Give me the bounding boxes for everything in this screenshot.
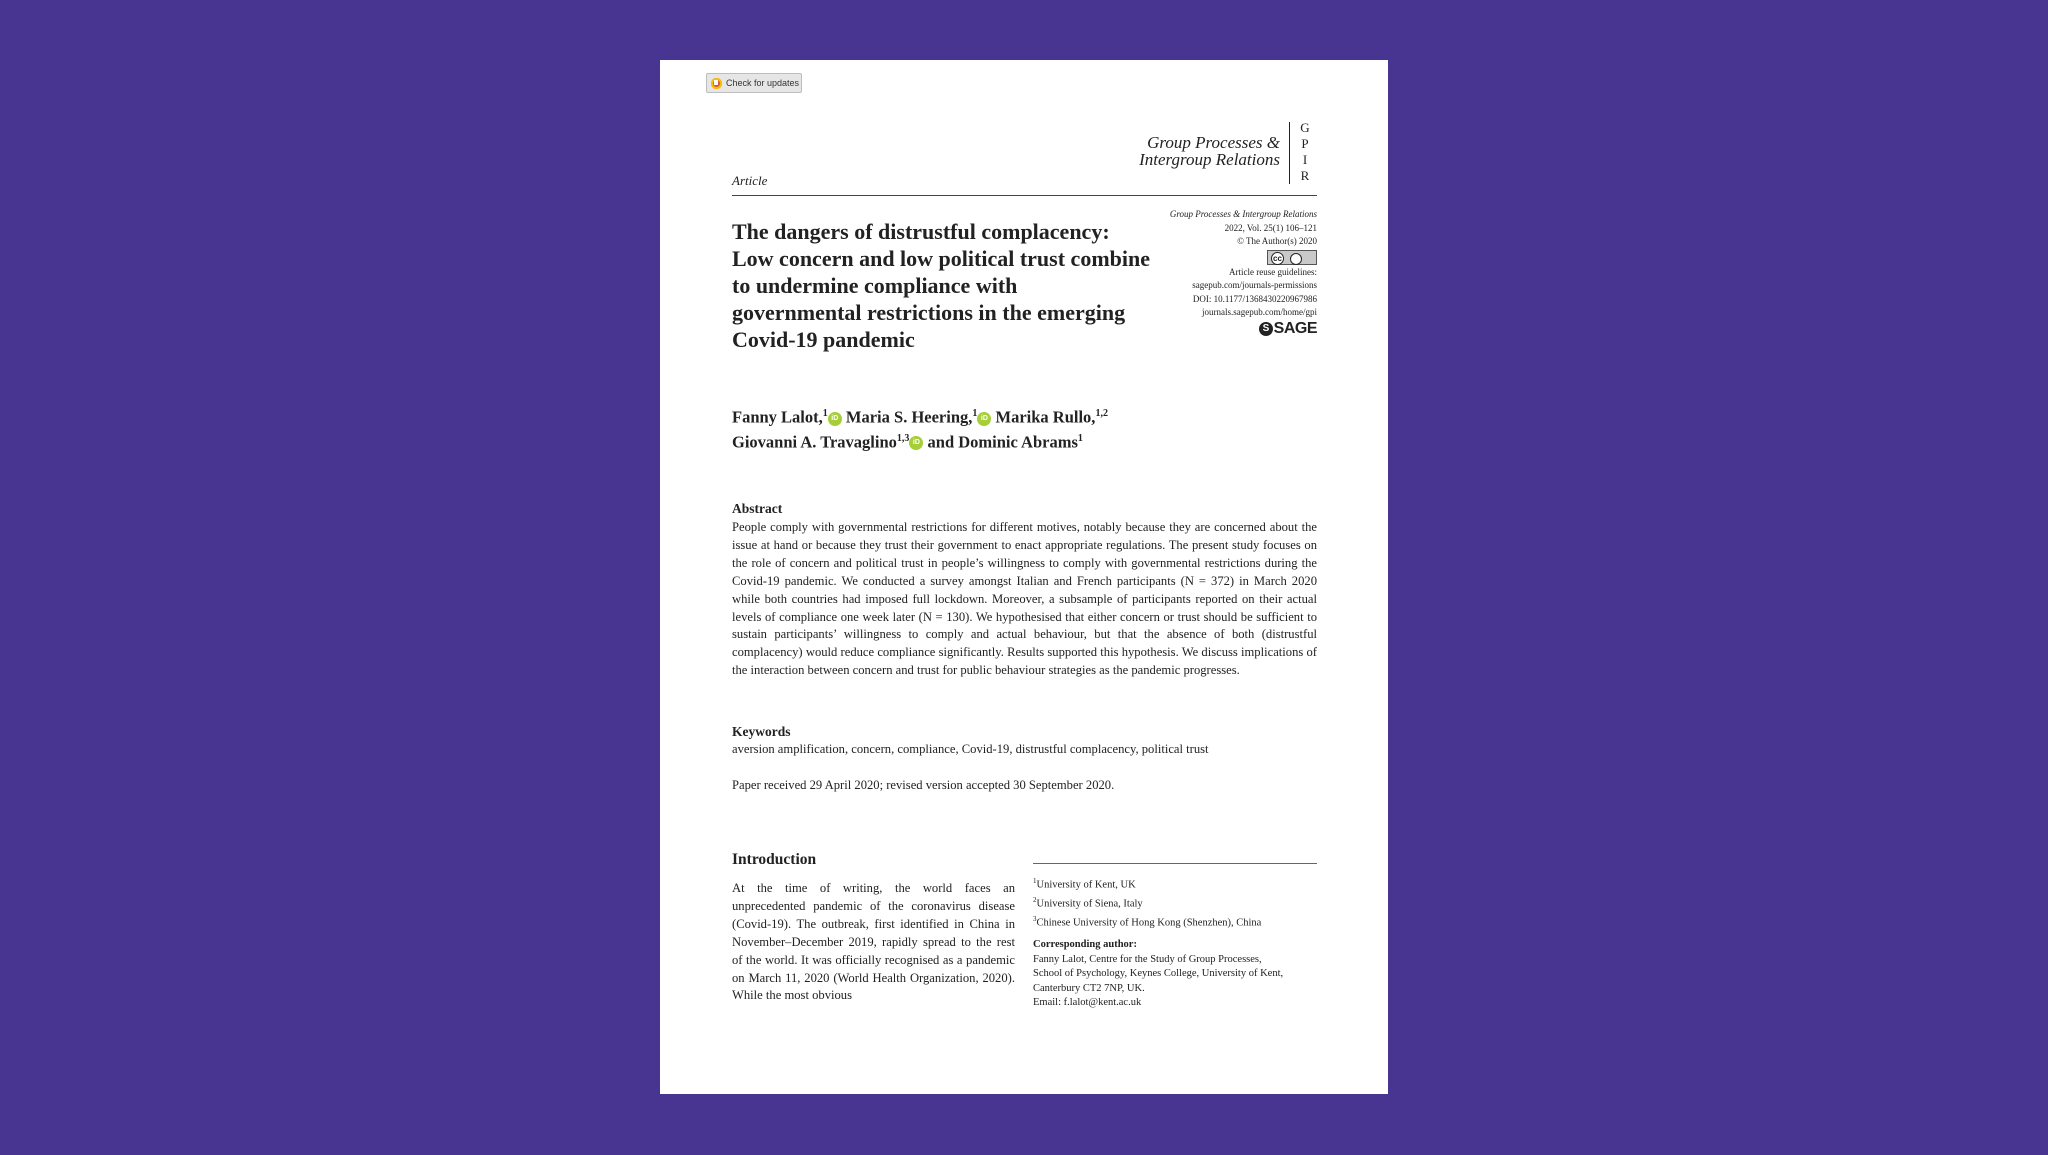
introduction-text: At the time of writing, the world faces an unprecedented pandemic of the coronavirus disease (Covid-19). The outbreak, first identified in China in November–December 2019, rapidly spread to the rest of the world. It was officially recognised as a pandemic on March 11, 2020 (World Health Organization, 2020). While the most obvious bbox=[732, 881, 1015, 1003]
journal-divider bbox=[1289, 122, 1290, 184]
article-page bbox=[660, 60, 1388, 1094]
creative-commons-icon[interactable] bbox=[1267, 250, 1317, 265]
meta-journal-url[interactable]: journals.sagepub.com/home/gpi bbox=[1202, 307, 1317, 317]
check-for-updates-label: Check for updates bbox=[726, 78, 800, 88]
abstract-heading: Abstract bbox=[732, 501, 783, 516]
journal-acronym: G P I R bbox=[1300, 120, 1310, 183]
check-for-updates-button[interactable] bbox=[706, 73, 802, 93]
abstract-text: People comply with governmental restrictions for different motives, notably because they are concerned about the issue at hand or because they trust their government to enact appropriate regulations. The present study focuses on the role of concern and political trust in people’s willingness to comply with governmental restrictions during the Covid-19 pandemic. We conducted a survey amongst Italian and French participants (N = 372) in March 2020 while both countries had imposed full lockdown. Moreover, a subsample of participants reported on their actual levels of compliance one week later (N = 130). We hypothesised that either concern or trust should be sufficient to sustain participants’ willingness to comply and actual behaviour, but that the absence of both (distrustful complacency) would reduce compliance significantly. Results supported this hypothesis. We discuss implications of the interaction between concern and trust for public behaviour strategies as the pandemic progresses. bbox=[732, 520, 1317, 678]
affiliations bbox=[1033, 874, 1317, 1011]
corresponding-line: Canterbury CT2 7NP, UK. bbox=[1033, 982, 1145, 994]
corresponding-author-heading: Corresponding author: bbox=[1033, 939, 1137, 950]
orcid-icon[interactable]: iD bbox=[909, 436, 923, 450]
author-name: Marika Rullo, bbox=[995, 407, 1096, 427]
author-name: Fanny Lalot, bbox=[732, 407, 823, 427]
corresponding-line: School of Psychology, Keynes College, University of Kent, bbox=[1033, 968, 1284, 979]
crossmark-icon bbox=[711, 78, 722, 89]
author-name: Maria S. Heering, bbox=[845, 407, 973, 427]
author-name: Giovanni A. Travaglino bbox=[732, 432, 897, 451]
received-dates: Paper received 29 April 2020; revised version accepted 30 September 2020. bbox=[732, 778, 1115, 792]
author-list: Fanny Lalot,$^1$ iD Maria S. Heering,$^1$ iD Marika Rullo,$^{1,2}$ Giovanni A. Travaglino$^{1,3}$ iD and Dominic Abrams$^1$ bbox=[732, 407, 1108, 451]
affiliation: $^1$University of Kent, UK bbox=[1033, 877, 1136, 891]
corresponding-email[interactable]: Email: f.lalot@kent.ac.uk bbox=[1033, 997, 1142, 1008]
affiliation: $^3$Chinese University of Hong Kong (Shenzhen), China bbox=[1033, 915, 1262, 929]
orcid-icon[interactable]: iD bbox=[977, 412, 991, 426]
introduction-heading: Introduction bbox=[732, 851, 817, 868]
article-type: Article bbox=[732, 173, 768, 188]
article-title: The dangers of distrustful complacency: Low concern and low political trust combine to undermine compliance with governmental restrictions in the emerging Covid-19 pandemic bbox=[732, 219, 1150, 352]
sage-s-icon: S bbox=[1259, 322, 1273, 336]
meta-volume: 2022, Vol. 25(1) 106–121 bbox=[1224, 222, 1317, 233]
keywords-text: aversion amplification, concern, compliance, Covid-19, distrustful complacency, political trust bbox=[732, 742, 1209, 756]
journal-name: Group Processes & Intergroup Relations bbox=[1139, 133, 1280, 169]
header-divider bbox=[732, 195, 1317, 196]
meta-doi[interactable]: DOI: 10.1177/1368430220967986 bbox=[1192, 293, 1317, 304]
sage-logo: S SAGE bbox=[1259, 322, 1317, 336]
orcid-icon[interactable]: iD bbox=[828, 412, 842, 426]
meta-copyright: © The Author(s) 2020 bbox=[1237, 236, 1317, 246]
meta-journal: Group Processes & Intergroup Relations bbox=[1169, 209, 1317, 219]
footnote-divider bbox=[1033, 863, 1317, 864]
meta-reuse-label: Article reuse guidelines: bbox=[1229, 266, 1317, 277]
author-name: and Dominic Abrams bbox=[927, 432, 1078, 451]
keywords-heading: Keywords bbox=[732, 724, 791, 739]
affiliation: $^2$University of Siena, Italy bbox=[1033, 896, 1143, 910]
meta-reuse-link[interactable]: sagepub.com/journals-permissions bbox=[1192, 280, 1317, 290]
corresponding-line: Fanny Lalot, Centre for the Study of Group Processes, bbox=[1033, 953, 1262, 965]
